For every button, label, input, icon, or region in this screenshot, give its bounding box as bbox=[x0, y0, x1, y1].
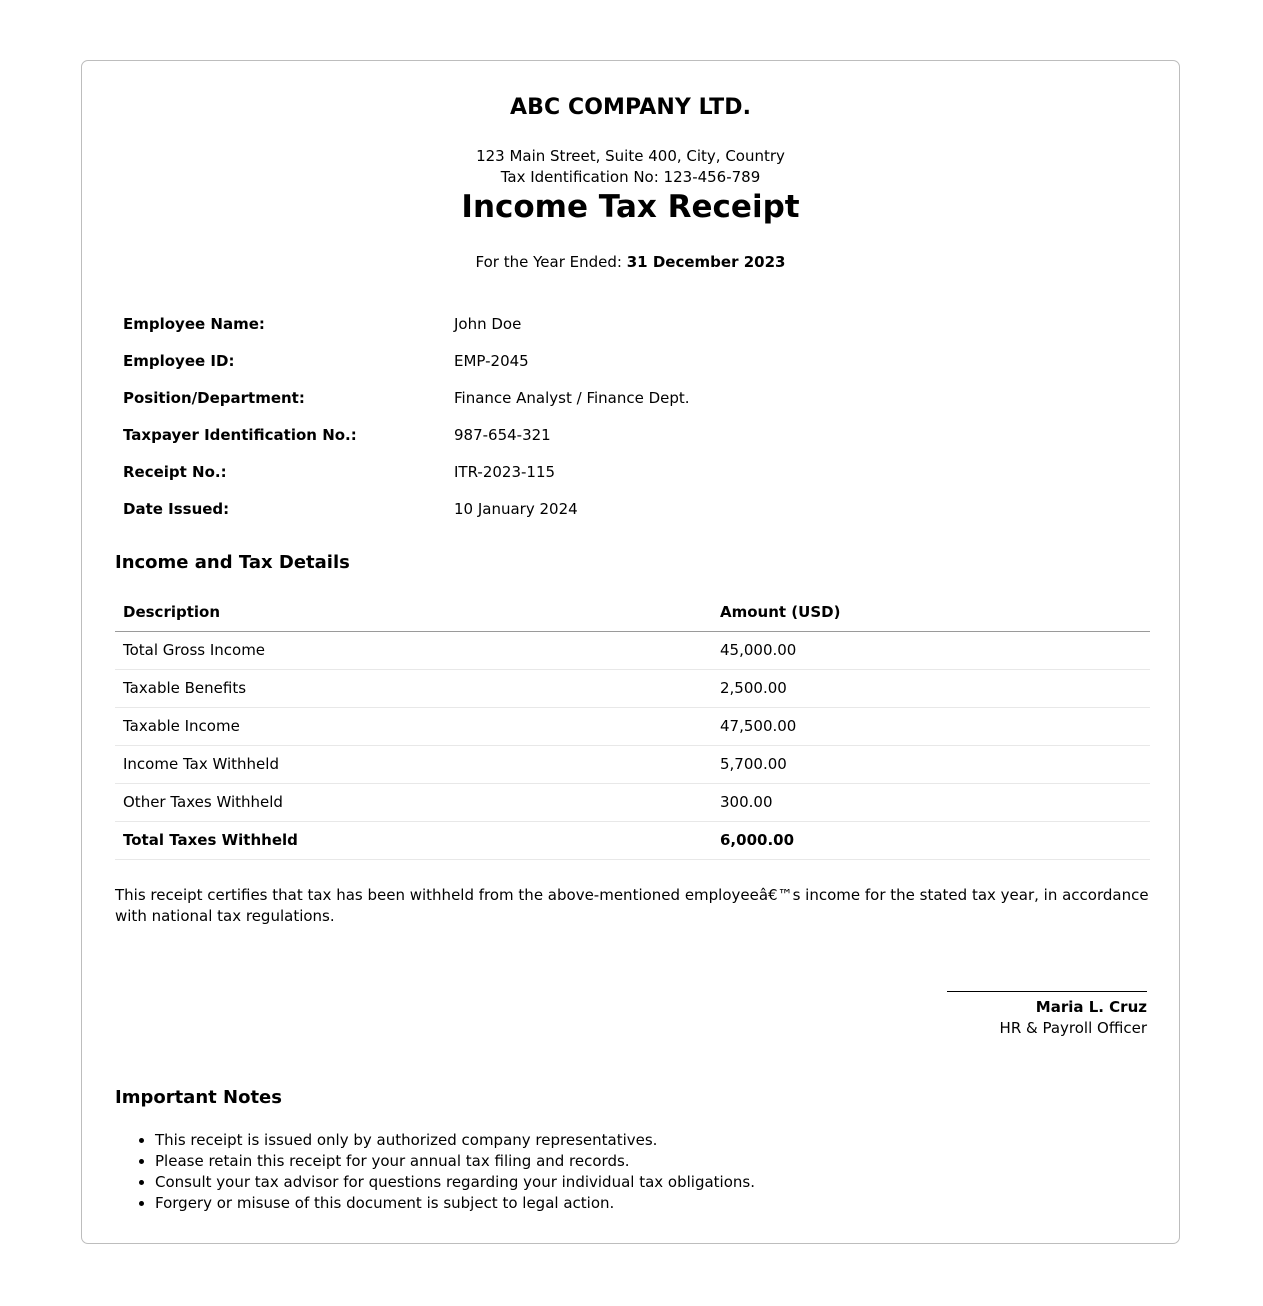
receipt-no-label: Receipt No.: bbox=[123, 463, 227, 481]
total-row bbox=[115, 822, 1150, 860]
document-title: Income Tax Receipt bbox=[461, 189, 800, 225]
row-description: Other Taxes Withheld bbox=[123, 793, 283, 811]
date-issued-label: Date Issued: bbox=[123, 500, 230, 518]
employee-name-row bbox=[123, 315, 1143, 352]
taxpayer-id-row bbox=[123, 426, 1143, 463]
notes-list bbox=[115, 1130, 755, 1214]
table-row bbox=[115, 746, 1150, 784]
table-row bbox=[115, 708, 1150, 746]
company-name: ABC COMPANY LTD. bbox=[509, 95, 752, 120]
list-item: • Please retain this receipt for your annual tax filing and records. bbox=[155, 1151, 755, 1172]
row-description: Total Gross Income bbox=[123, 641, 266, 659]
row-description: Taxable Income bbox=[123, 717, 240, 735]
position-value: Finance Analyst / Finance Dept. bbox=[454, 389, 690, 407]
table-row bbox=[115, 670, 1150, 708]
notes-section-title: Important Notes bbox=[115, 1087, 282, 1108]
receipt-no-value: ITR-2023-115 bbox=[454, 463, 556, 481]
header-amount: Amount (USD) bbox=[720, 603, 841, 621]
signature-line bbox=[947, 991, 1147, 992]
row-amount: 47,500.00 bbox=[720, 717, 797, 735]
tax-year-label: For the Year Ended: bbox=[475, 253, 622, 271]
date-issued-row bbox=[123, 500, 1143, 537]
employee-id-row bbox=[123, 352, 1143, 389]
position-row bbox=[123, 389, 1143, 426]
tax-year-date: 31 December 2023 bbox=[626, 253, 786, 271]
row-description: Taxable Benefits bbox=[123, 679, 247, 697]
taxpayer-id-label: Taxpayer Identification No.: bbox=[123, 426, 357, 444]
employee-name-value: John Doe bbox=[454, 315, 522, 333]
employee-id-label: Employee ID: bbox=[123, 352, 235, 370]
total-amount: 6,000.00 bbox=[720, 831, 795, 849]
income-section-title: Income and Tax Details bbox=[115, 552, 350, 573]
receipt-no-row bbox=[123, 463, 1143, 500]
taxpayer-id-value: 987-654-321 bbox=[454, 426, 551, 444]
position-label: Position/Department: bbox=[123, 389, 305, 407]
row-description: Income Tax Withheld bbox=[123, 755, 279, 773]
signatory-name: Maria L. Cruz bbox=[1035, 998, 1147, 1016]
table-row bbox=[115, 632, 1150, 670]
income-tax-table bbox=[115, 594, 1150, 860]
employee-name-label: Employee Name: bbox=[123, 315, 265, 333]
certification-text: This receipt certifies that tax has been withheld from the above-mentioned employeeâ€™s income for the stated tax year, in accordance with national tax regulations. bbox=[115, 886, 1149, 925]
date-issued-value: 10 January 2024 bbox=[454, 500, 578, 518]
total-description: Total Taxes Withheld bbox=[123, 831, 298, 849]
table-row bbox=[115, 784, 1150, 822]
row-amount: 45,000.00 bbox=[720, 641, 797, 659]
receipt-card bbox=[81, 60, 1180, 1244]
row-amount: 300.00 bbox=[720, 793, 773, 811]
row-amount: 5,700.00 bbox=[720, 755, 787, 773]
list-item: • This receipt is issued only by authorized company representatives. bbox=[155, 1130, 755, 1151]
company-address: 123 Main Street, Suite 400, City, Country bbox=[476, 147, 785, 165]
tax-year-ended bbox=[82, 253, 1179, 271]
list-item: • Forgery or misuse of this document is subject to legal action. bbox=[155, 1193, 755, 1214]
header-description: Description bbox=[123, 603, 221, 621]
table-header bbox=[115, 594, 1150, 632]
signatory-role: HR & Payroll Officer bbox=[999, 1019, 1147, 1037]
employee-id-value: EMP-2045 bbox=[454, 352, 529, 370]
row-amount: 2,500.00 bbox=[720, 679, 787, 697]
company-tin: Tax Identification No: 123-456-789 bbox=[500, 168, 761, 186]
signature-block bbox=[947, 991, 1147, 1039]
list-item: • Consult your tax advisor for questions regarding your individual tax obligations. bbox=[155, 1172, 755, 1193]
